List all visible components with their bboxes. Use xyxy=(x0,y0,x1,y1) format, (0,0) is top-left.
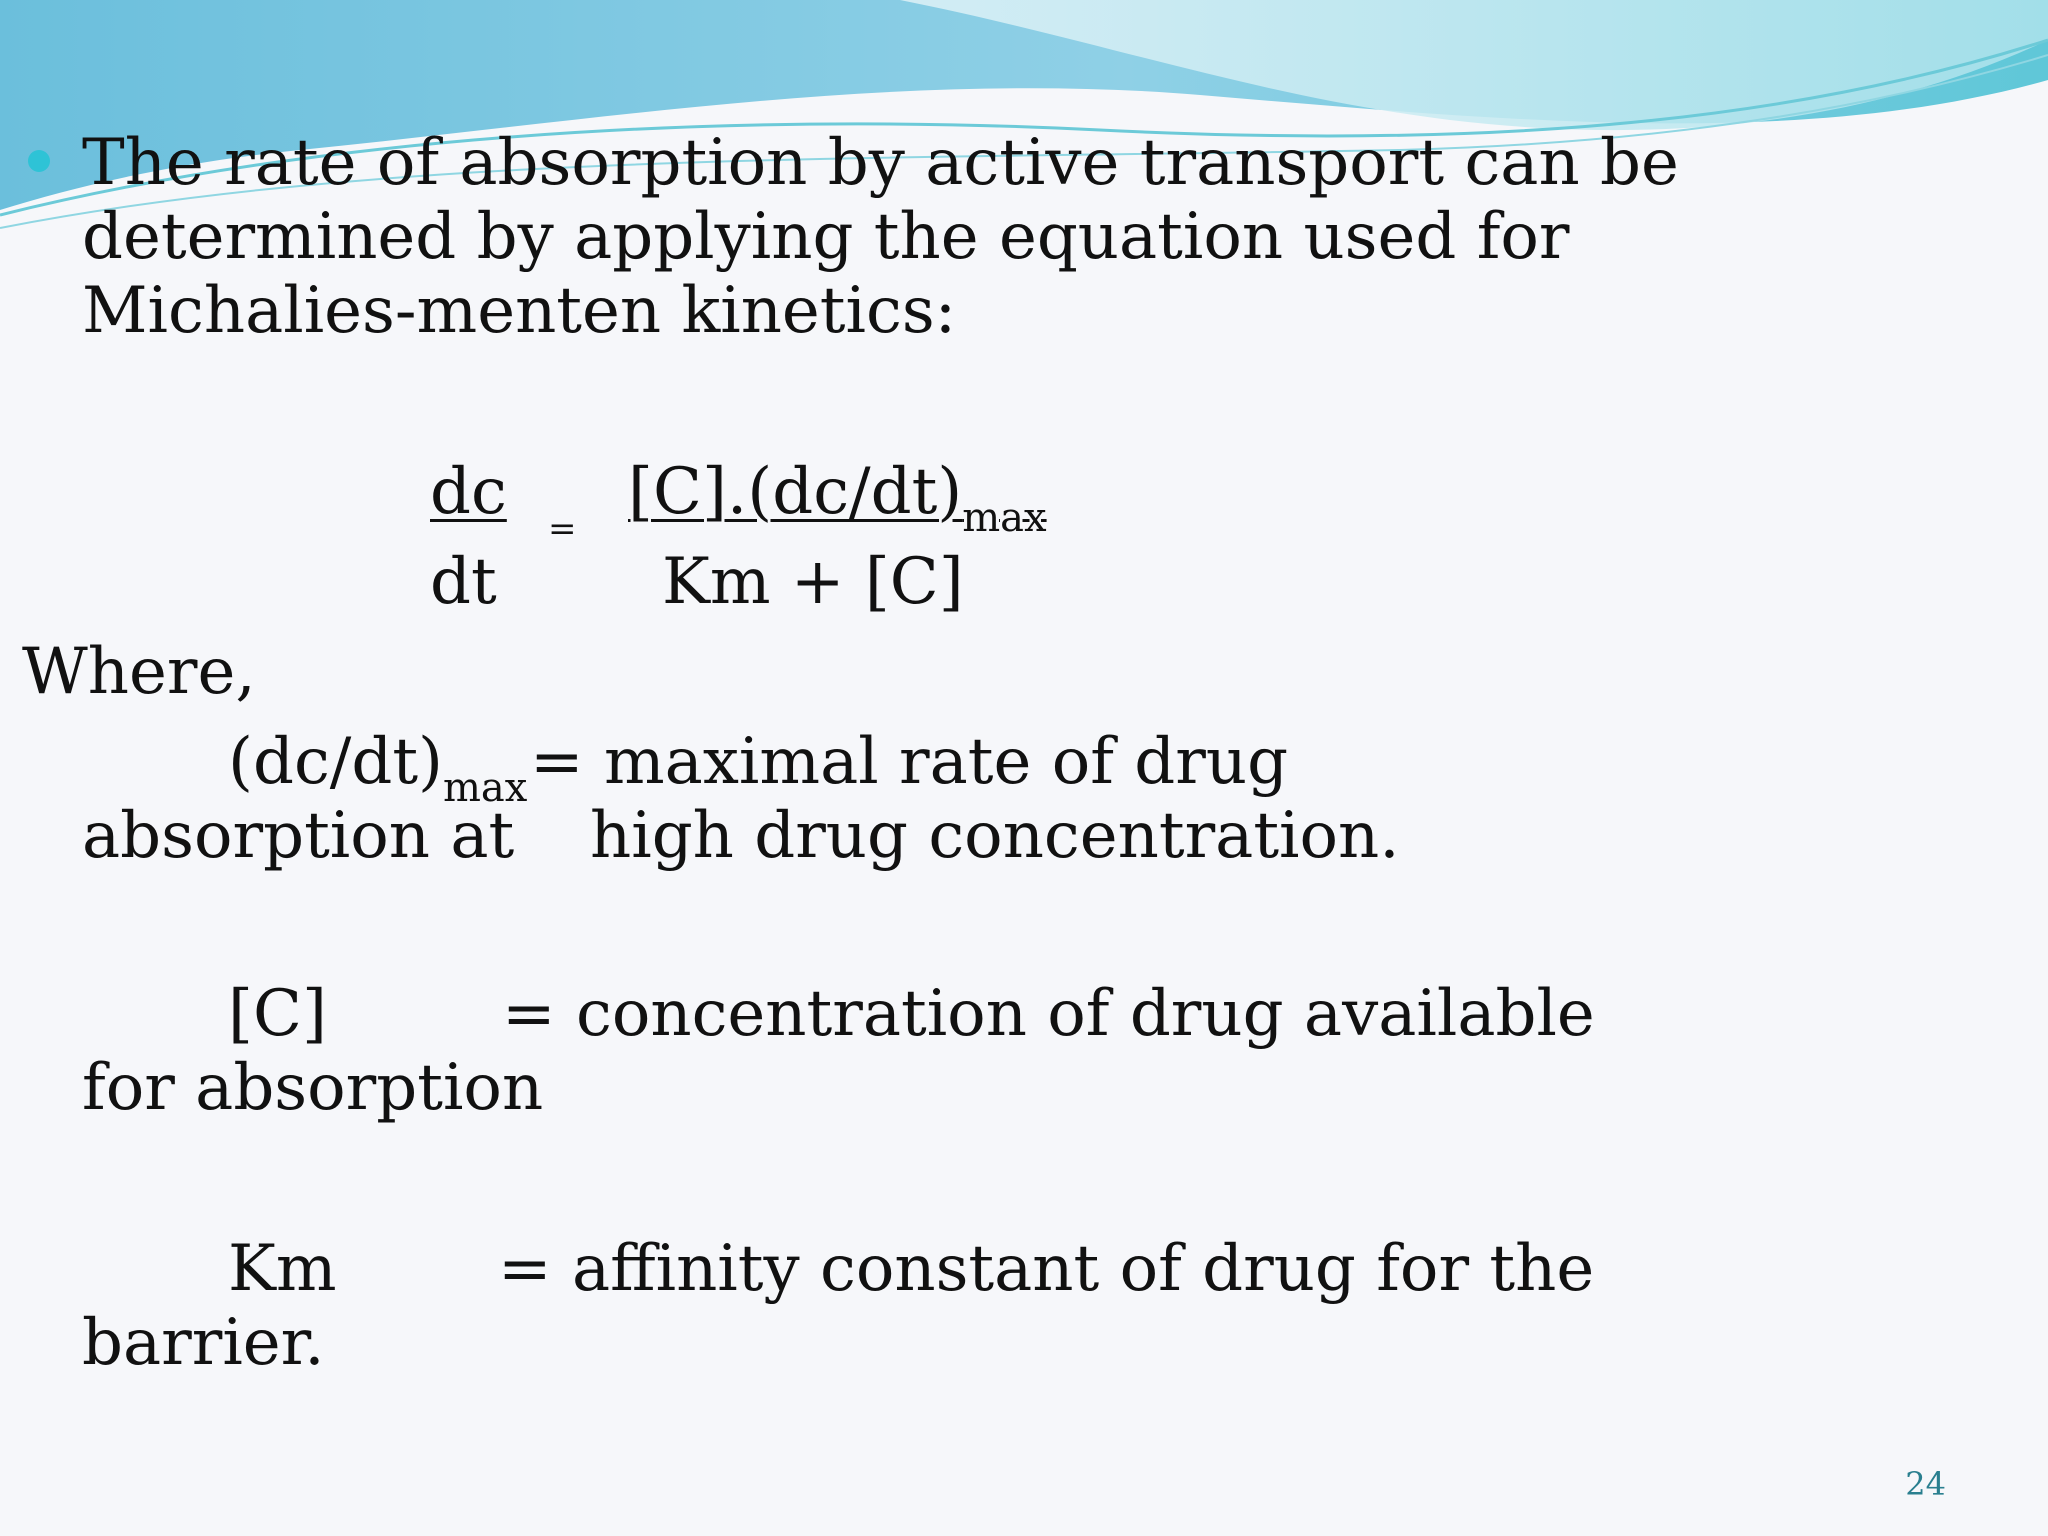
bullet-paragraph xyxy=(82,126,1679,348)
equation-lhs-numerator: dc xyxy=(430,455,507,529)
equation-lhs-denominator: dt xyxy=(430,545,497,619)
equation-rhs-denominator: Km + [C] xyxy=(662,545,964,619)
definition-2-term: [C] xyxy=(228,977,327,1051)
equation-rhs-numerator-subscript: max xyxy=(962,495,1047,541)
definition-2-line-1: = concentration of drug available xyxy=(502,977,1595,1051)
page-number: 24 xyxy=(1905,1465,1946,1503)
definition-1-term-subscript: max xyxy=(443,765,528,811)
equation-rhs-numerator xyxy=(628,455,1047,541)
definition-3-line-1: = affinity constant of drug for the xyxy=(498,1232,1595,1306)
definition-1-term-main: (dc/dt) xyxy=(228,725,443,799)
bullet-line-2: determined by applying the equation used for xyxy=(82,200,1570,274)
definition-1-term xyxy=(228,725,528,811)
definition-3-line-2: barrier. xyxy=(82,1306,325,1380)
where-label: Where, xyxy=(22,635,256,709)
definition-1-line-2b: high drug concentration. xyxy=(590,799,1400,873)
bullet-line-1: The rate of absorption by active transport can be xyxy=(82,126,1679,200)
bullet-line-3: Michalies-menten kinetics: xyxy=(82,274,957,348)
bullet-icon xyxy=(28,150,50,172)
definition-3-term: Km xyxy=(228,1232,337,1306)
equation-equals-sign: = xyxy=(548,509,577,549)
definition-2-line-2: for absorption xyxy=(82,1051,544,1125)
equation-rhs-numerator-main: [C].(dc/dt) xyxy=(628,455,963,529)
definition-1-line-2a: absorption at xyxy=(82,799,515,873)
definition-1-line-1: = maximal rate of drug xyxy=(530,725,1289,799)
